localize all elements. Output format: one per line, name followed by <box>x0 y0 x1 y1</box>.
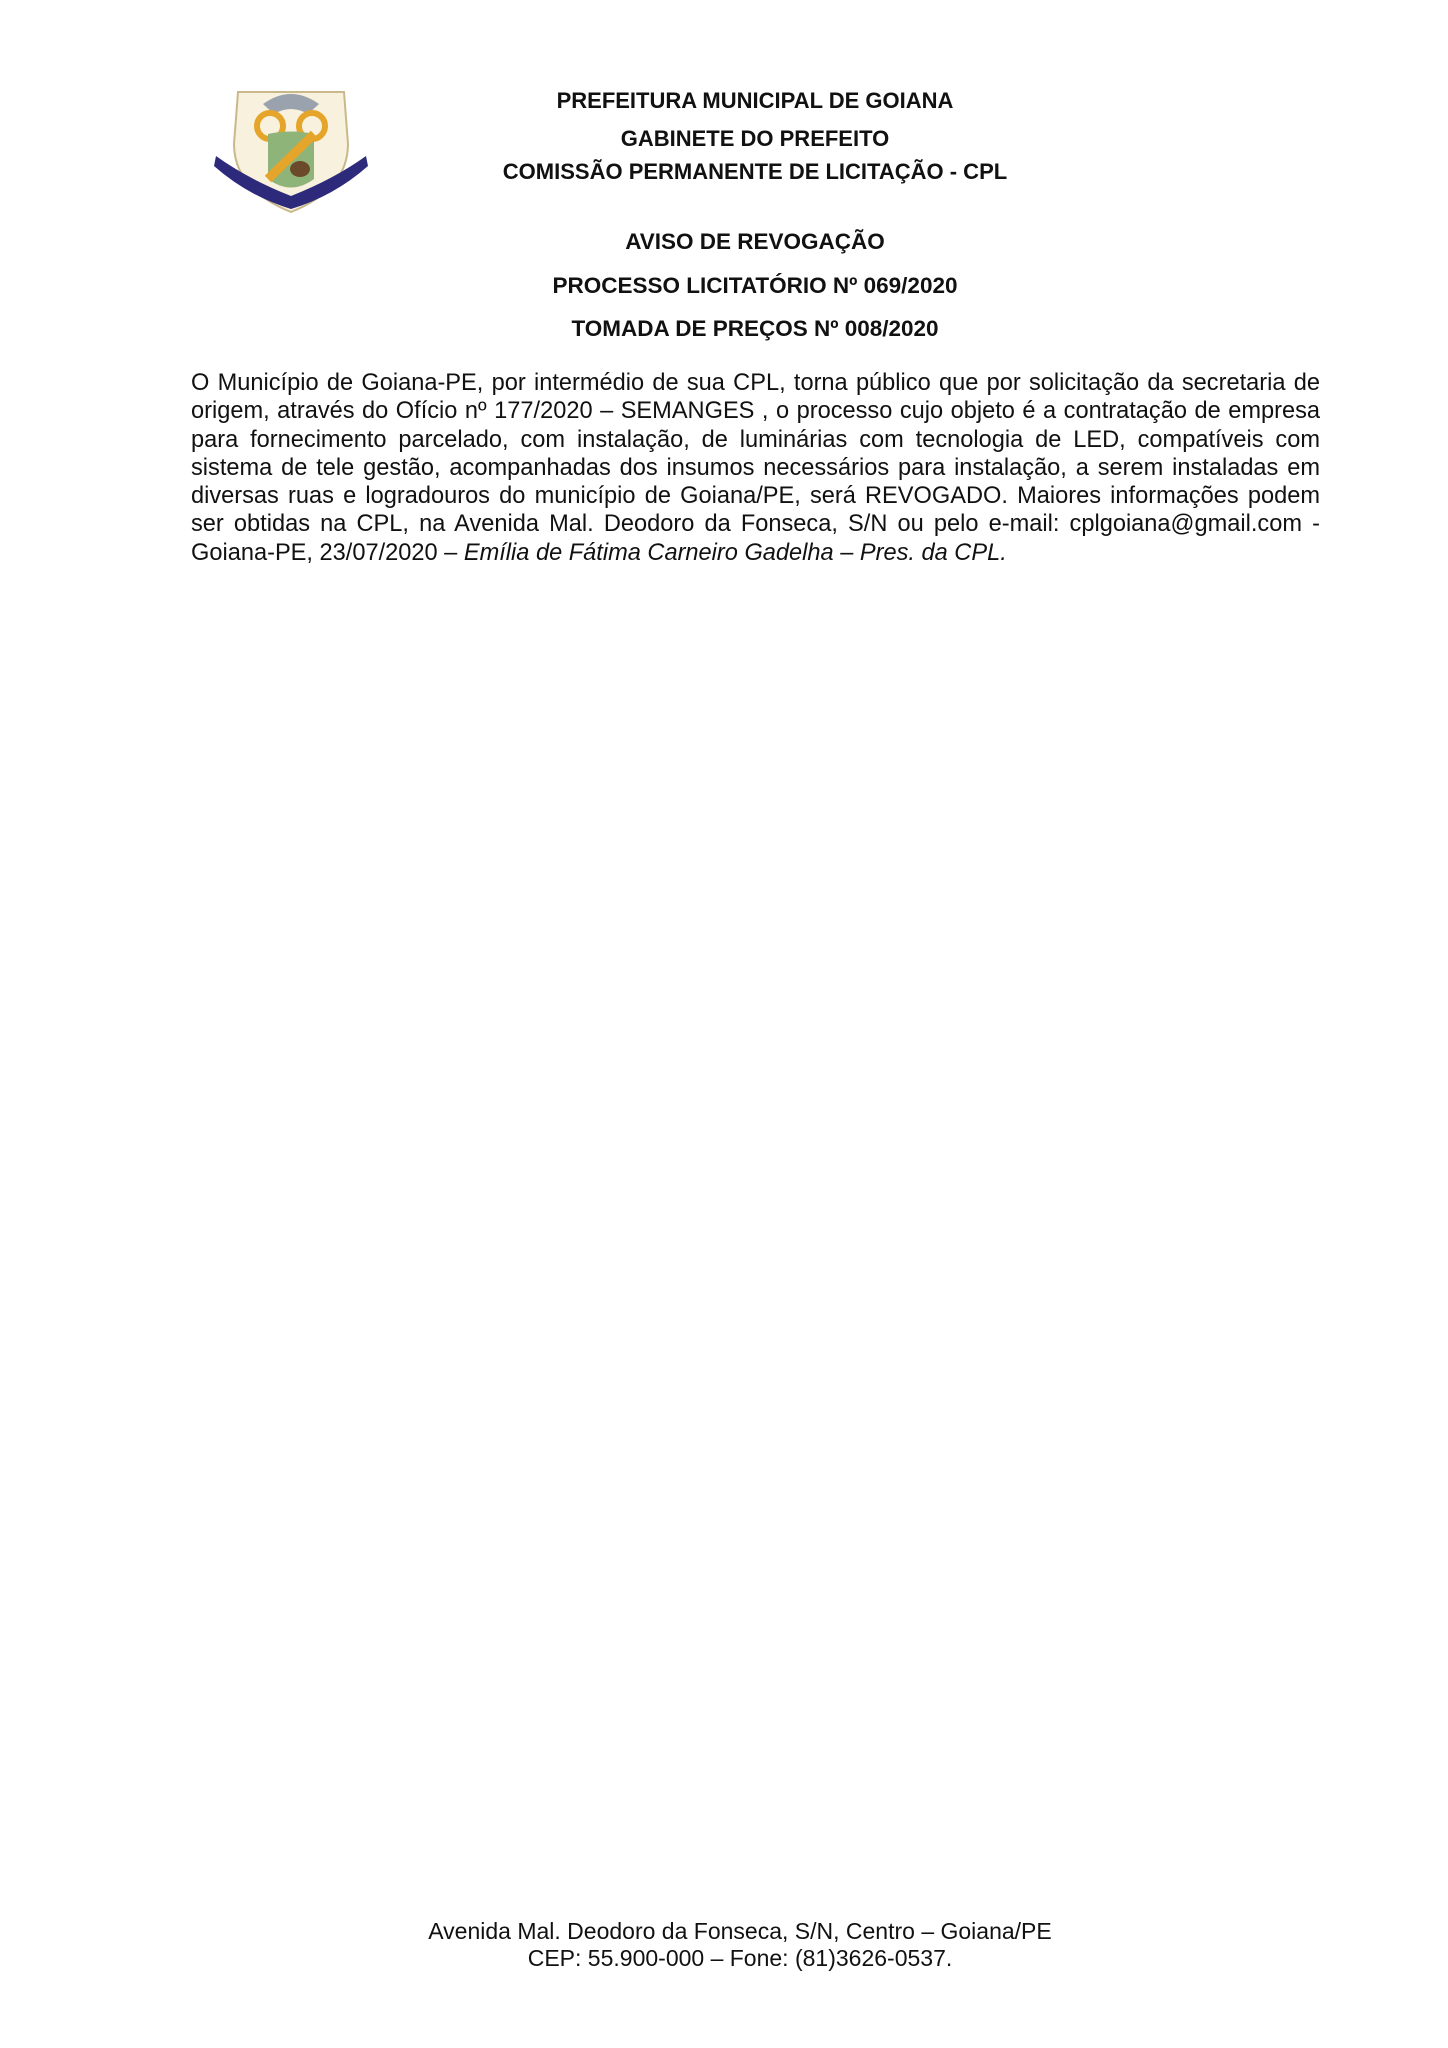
header-office: GABINETE DO PREFEITO <box>620 126 890 151</box>
notice-title: AVISO DE REVOGAÇÃO <box>625 229 885 254</box>
notice-body <box>191 369 1320 567</box>
notice-tender-number: TOMADA DE PREÇOS Nº 008/2020 <box>571 316 939 341</box>
footer-contact: CEP: 55.900-000 – Fone: (81)3626-0537. <box>527 1945 953 1971</box>
footer-address: Avenida Mal. Deodoro da Fonseca, S/N, Centro – Goiana/PE <box>428 1918 1052 1944</box>
header-municipality: PREFEITURA MUNICIPAL DE GOIANA <box>556 88 954 113</box>
notice-signature: Emília de Fátima Carneiro Gadelha – Pres. da CPL. <box>463 539 1007 566</box>
municipal-coat-of-arms-logo <box>208 84 374 219</box>
header-commission: COMISSÃO PERMANENTE DE LICITAÇÃO - CPL <box>502 159 1008 184</box>
notice-process-number: PROCESSO LICITATÓRIO Nº 069/2020 <box>552 273 958 298</box>
notice-text: O Município de Goiana-PE, por intermédio de sua CPL, torna público que por solicitação da secretaria de origem, através do Ofício nº 177/2020 – SEMANGES , o processo cujo objeto é a contratação de empresa para fornecimento parcelado, com instalação, de luminárias com tecnologia de LED, compatíveis com sistema de tele gestão, acompanhadas dos insumos necessários para instalação, a serem instaladas em diversas ruas e logradouros do município de Goiana/PE, será REVOGADO. Maiores informações podem ser obtidas na CPL, na Avenida Mal. Deodoro da Fonseca, S/N ou pelo e-mail: cplgoiana@gmail.com - Goiana-PE, 23/07/2020 – <box>191 370 1320 566</box>
